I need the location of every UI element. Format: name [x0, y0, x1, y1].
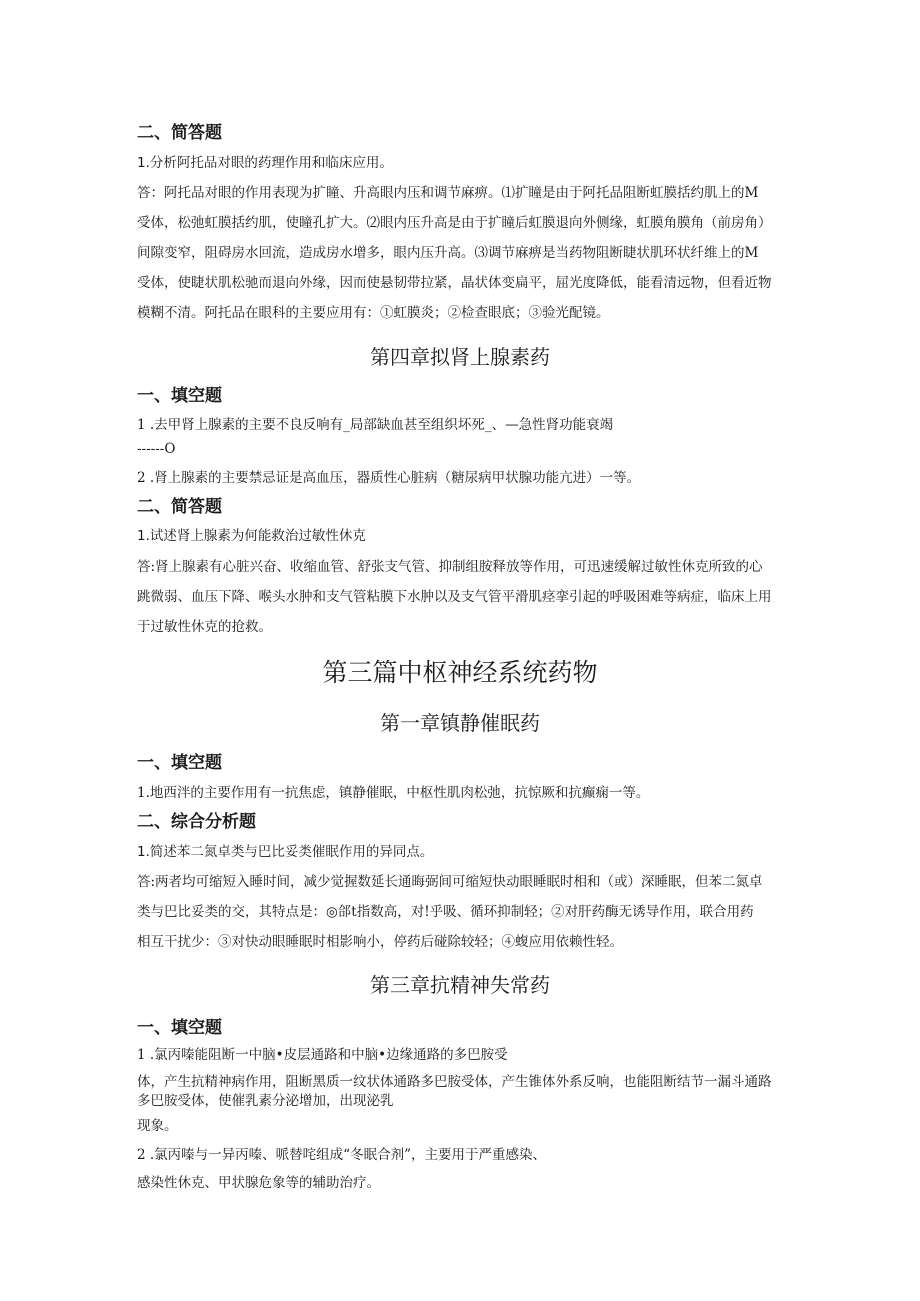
fill-item-continuation: ------O — [137, 441, 176, 457]
fill-item-continuation: 多巴胺受体，使催乳素分泌增加，出现泌乳 — [137, 1093, 394, 1109]
answer-line: 受体，使睫状肌松驰而退向外缘，因而使悬韧带拉紧，晶状体变扁平，屈光度降低，能看清远物，但看近物 — [137, 275, 772, 291]
question-atropine-eye: 1.分析阿托品对眼的药理作用和临床应用。 — [137, 155, 393, 171]
chapter-title: 第一章镇静催眠药 — [380, 711, 540, 735]
chapter-title: 第三章抗精神失常药 — [370, 973, 550, 997]
section-heading-fill-blank: 一、填空题 — [137, 753, 222, 773]
answer-line: 答：阿托品对眼的作用表现为扩瞳、升高眼内压和调节麻痹。⑴扩瞳是由于阿托品阻断虹膜括约肌上的M — [137, 185, 759, 201]
answer-line: 跳微弱、血压下降、喉头水肿和支气管粘膜下水肿以及支气管平滑肌痉挛引起的呼吸困难等病症，临床上用 — [137, 589, 772, 605]
fill-item: 1 .去甲肾上腺素的主要不良反响有_局部缺血甚至组织坏死_、—急性肾功能衰竭 — [137, 417, 614, 433]
answer-line: 于过敏性休克的抢救。 — [137, 619, 272, 635]
fill-item: 2 .氯丙嗪与一异丙嗪、哌替咤组成“冬眠合剂”，主要用于严重感染、 — [137, 1147, 546, 1163]
section-heading-analysis: 二、综合分析题 — [137, 812, 256, 832]
answer-line: 受体，松弛虹膜括约肌，使瞳孔扩大。⑵眼内压升高是由于扩瞳后虹膜退向外侧缘，虹膜角膜角（前房角） — [137, 215, 772, 231]
fill-item: 1.地西泮的主要作用有一抗焦虑，镇静催眠，中枢性肌肉松弛，抗惊厥和抗癫痫一等。 — [137, 785, 650, 801]
answer-line: 答:肾上腺素有心脏兴奋、收缩血管、舒张支气管、抑制组胺释放等作用，可迅速缓解过敏性休克所致的心 — [137, 559, 763, 575]
answer-line: 答:两者均可缩短入睡时间，减少觉握数延长通晦弼间可缩短快动眼睡眠时相和（或）深睡眠，但苯二氮卓 — [137, 874, 763, 890]
answer-line: 类与巴比妥类的交，其特点是：◎郃t指数高，对!乎吸、循环抑制轻；②对肝药酶无诱导作用，联合用药 — [137, 904, 754, 920]
section-heading-short-answer: 二、简答题 — [137, 497, 222, 517]
answer-line: 间隙变窄，阻碍房水回流，造成房水增多，眼内压升高。⑶调节麻痹是当药物阻断睫状肌环状纤维上的M — [137, 245, 759, 261]
fill-item-continuation: 感染性休克、甲状腺危象等的辅助治疗。 — [137, 1175, 380, 1191]
section-heading-short-answer: 二、简答题 — [137, 123, 222, 143]
section-heading-fill-blank: 一、填空题 — [137, 1018, 222, 1038]
part-title: 第三篇中枢神经系统药物 — [322, 658, 598, 687]
question-adrenaline-shock: 1.试述肾上腺素为何能救治过敏性休克 — [137, 528, 366, 544]
fill-item: 1 .氯丙嗪能阻断一中脑•皮层通路和中脑•边缘通路的多巴胺受 — [137, 1047, 508, 1063]
fill-item: 2 .肾上腺素的主要禁忌证是高血压，器质性心脏病（糖尿病甲状腺功能亢进）一等。 — [137, 470, 641, 486]
section-heading-fill-blank: 一、填空题 — [137, 386, 222, 406]
question-benzodiazepine: 1.简述苯二氮卓类与巴比妥类催眠作用的异同点。 — [137, 844, 434, 860]
chapter-title: 第四章拟肾上腺素药 — [370, 345, 550, 369]
fill-item-continuation: 体，产生抗精神病作用，阻断黑质一纹状体通路多巴胺受体，产生锥体外系反响，也能阻断结节一漏斗通路 — [137, 1074, 772, 1090]
answer-line: 模糊不清。阿托品在眼科的主要应用有：①虹膜炎；②检查眼底；③验光配镜。 — [137, 305, 610, 321]
fill-item-continuation: 现象。 — [137, 1118, 178, 1134]
answer-line: 相互干扰少：③对快动眼睡眠时相影响小，停药后碰除较轻；④蝮应用依赖性轻。 — [137, 934, 623, 950]
